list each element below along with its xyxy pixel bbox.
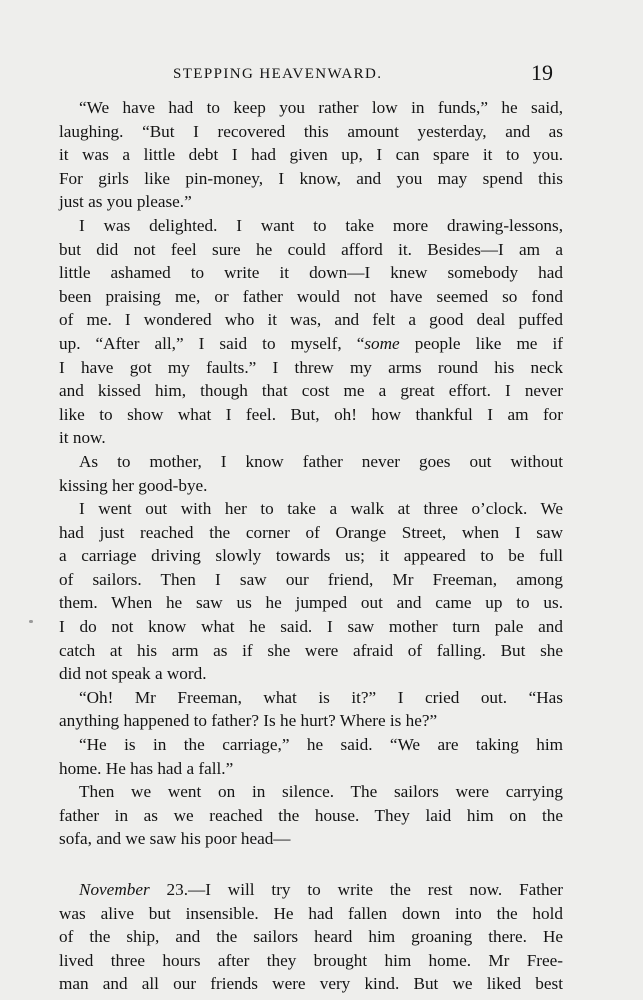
text-line: As to mother, I know father never goes out without — [79, 451, 563, 471]
text-line-head: up. “After all,” I said to myself, “ — [59, 333, 365, 353]
text-line: catch at his arm as if she were afraid of falling. But she — [59, 640, 563, 660]
page-number: 19 — [531, 60, 553, 85]
text-line: them. When he saw us he jumped out and came up to us. — [59, 593, 563, 613]
text-line: kissing her good-bye. — [59, 475, 208, 495]
text-line: anything happened to father? Is he hurt? Where is he?” — [59, 711, 438, 731]
text-line: “Oh! Mr Freeman, what is it?” I cried out. “Has — [79, 687, 563, 707]
text-line: I was delighted. I want to take more drawing-lessons, — [79, 215, 563, 235]
text-line: it now. — [59, 428, 106, 448]
text-line: lived three hours after they brought him home. Mr Free- — [59, 950, 563, 970]
italic-word: some — [364, 333, 400, 353]
text-line: For girls like pin-money, I know, and you may spend this — [59, 168, 563, 188]
text-line: was alive but insensible. He had fallen down into the hold — [59, 903, 563, 923]
text-line: of the ship, and the sailors heard him groaning there. He — [59, 927, 563, 947]
text-line: and kissed him, though that cost me a great effort. I never — [59, 381, 563, 401]
text-line: of me. I wondered who it was, and felt a good deal puffed — [59, 310, 563, 330]
text-line: sofa, and we saw his poor head— — [59, 829, 291, 849]
running-title: STEPPING HEAVENWARD. — [173, 66, 383, 82]
text-line: I went out with her to take a walk at three o’clock. We — [79, 499, 563, 519]
text-line: been praising me, or father would not have seemed so fond — [59, 286, 563, 306]
text-line: I do not know what he said. I saw mother turn pale and — [59, 617, 563, 637]
body-text — [59, 96, 563, 996]
text-line: laughing. “But I recovered this amount yesterday, and as — [59, 121, 563, 141]
text-line: had just reached the corner of Orange Street, when I saw — [59, 522, 563, 542]
text-line: father in as we reached the house. They laid him on the — [59, 805, 563, 825]
text-line: did not speak a word. — [59, 664, 207, 684]
running-head — [0, 62, 643, 88]
paper-speck — [29, 620, 33, 623]
text-line-tail: people like me if — [399, 333, 563, 353]
section-gap — [59, 851, 563, 878]
text-line: man and all our friends were very kind. But we liked best — [59, 974, 563, 994]
date-number: 23.— — [149, 880, 206, 899]
text-line — [59, 332, 563, 356]
text-line: I have got my faults.” I threw my arms round his neck — [59, 357, 563, 377]
text-line: but did not feel sure he could afford it. Besides—I am a — [59, 239, 563, 259]
text-line: home. He has had a fall.” — [59, 758, 234, 778]
date-heading: November — [79, 880, 150, 899]
text-line — [59, 878, 563, 902]
text-line: a carriage driving slowly towards us; it appeared to be full — [59, 546, 563, 566]
text-line: “We have had to keep you rather low in funds,” he said, — [79, 98, 563, 117]
text-line: “He is in the carriage,” he said. “We are taking him — [79, 735, 563, 755]
text-line: like to show what I feel. But, oh! how thankful I am for — [59, 404, 563, 424]
text-line: it was a little debt I had given up, I can spare it to you. — [59, 145, 563, 165]
text-line: just as you please.” — [59, 192, 192, 212]
text-line: of sailors. Then I saw our friend, Mr Freeman, among — [59, 569, 563, 589]
text-line: little ashamed to write it down—I knew somebody had — [59, 263, 563, 283]
text-line-tail: I will try to write the rest now. Father — [205, 880, 563, 899]
text-line: Then we went on in silence. The sailors were carrying — [79, 782, 563, 802]
